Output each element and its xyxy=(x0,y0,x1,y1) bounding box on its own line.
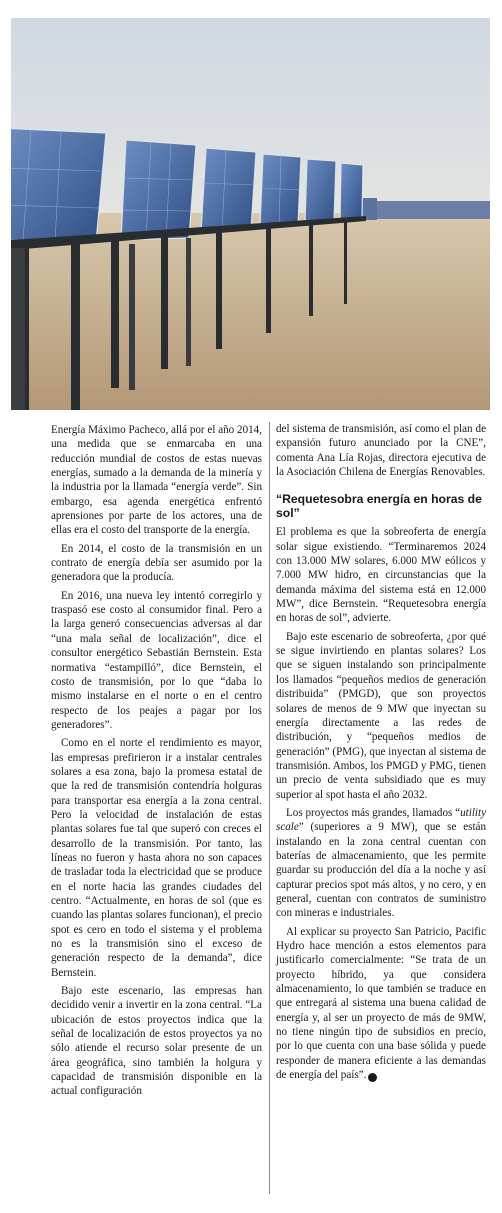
article-paragraph xyxy=(276,806,486,921)
article-paragraph: En 2016, una nueva ley intentó corregirlo y traspasó ese costo al consumidor final. Pero a la larga generó consecuencias adversas al dar “una mala señal de localización”, dice el consultor energético Sebastián Bernstein. Esta normativa “estampilló”, dice Bernstein, el costo de transmisión, por lo que “daba lo mismo instalarse en el norte o en el centro respecto de los peajes a pagar por los generadores”. xyxy=(51,589,262,731)
article-paragraph xyxy=(276,925,486,1083)
solar-panels-photo xyxy=(11,18,490,410)
final-paragraph-text: Al explicar su proyecto San Patricio, Pacific Hydro hace mención a estos elementos para justificarlo comercialmente: “Se trata de un proyecto híbrido, ya que considera almacenamiento, lo que también se traduce en que entregará al sistema una buena calidad de energía y, al ser un proyecto de más de 9MW, no tiene ningún tipo de subsidios en precio, por lo que cuenta con una base sólida y puede responder de manera eficiente a las demandas de energía del país”. xyxy=(276,925,486,1082)
photo-illustration xyxy=(11,18,490,410)
section-subheading: “Requetesobra energía en horas de sol” xyxy=(276,492,482,520)
article-paragraph: Bajo este escenario de sobreoferta, ¿por qué se sigue invirtiendo en plantas solares? Los que se siguen instalando son principalmente los llamados “pequeños medios de generación distribuida” (PMGD), que son proyectos solares de menos de 9 MW que inyectan su energía directamente a las redes de distribución, y “pequeños medios de generación” (PMG), que inyectan al sistema de transmisión. Ambos, los PMGD y PMG, tienen un precio de venta subsidiado que es muy superior al spot hasta el año 2032. xyxy=(276,630,486,801)
article-paragraph: El problema es que la sobreoferta de energía solar sigue existiendo. “Terminaremos 2024 con 13.000 MW solares, 6.000 MW eólicos y 7.000 MW hidro, en circunstancias que la demanda máxima del sistema está en 12.000 MW”, dice Bernstein. “Requetesobra energía en horas de sol”, advierte. xyxy=(276,526,486,625)
end-of-article-icon: P xyxy=(368,1073,377,1082)
article-paragraph: Bajo este escenario, las empresas han decidido venir a invertir en la zona central. “La ubicación de estos proyectos indica que la señal de localización de estos proyectos ya no sólo atiende el recurso solar presente de un área geográfica, sino también la holgura y capacidad de transmisión disponible en la actual configuración xyxy=(51,985,262,1098)
utility-scale-term: utility scale xyxy=(276,806,486,834)
column-divider xyxy=(269,422,270,1194)
article-paragraph: En 2014, el costo de la transmisión en un contrato de energía debía ser asumido por la generadora que la producía. xyxy=(51,542,262,584)
article-right-column xyxy=(276,422,486,1086)
article-paragraph: Como en el norte el rendimiento es mayor, las empresas prefirieron ir a instalar centrales solares a esa zona, bajo la promesa estatal de que la red de transmisión contendría holguras para transportar esa energía a la zona central. Pero la velocidad de instalación de estas plantas solares fue tal que superó con creces el desarrollo de la transmisión. Por tanto, las líneas no fueron y hasta ahora no son capaces de trasladar toda la electricidad que se produce en el norte hacia las grandes ciudades del centro. “Actualmente, en horas de sol (que es cuando las plantas solares funcionan), el precio spot es cero en todo el sistema y el problema no es la transmisión sino el exceso de generación respecto de la demanda”, dice Bernstein. xyxy=(51,737,262,979)
paragraph-text: Los proyectos más grandes, llamados “ xyxy=(286,806,461,819)
article-left-column xyxy=(51,423,262,1103)
article-paragraph: del sistema de transmisión, así como el plan de expansión futuro anunciado por la CNE”, comenta Ana Lía Rojas, directora ejecutiva de la Asociación Chilena de Energías Renovables. xyxy=(276,423,486,479)
article-paragraph: Energía Máximo Pacheco, allá por el año 2014, una medida que se enmarcaba en una reducción mundial de costos de estas nuevas energías, sumado a la demanda de la minería y la industria por la llamada “energía verde”. Sin embargo, esa agenda energética enfrentó aprensiones por parte de los actores, una de ellas era el costo del transporte de la energía. xyxy=(51,424,262,537)
paragraph-text: ” (superiores a 9 MW), que se están instalando en la zona central cuentan con baterías de almacenamiento, que les permite guardar su producción del día a la noche y así capturar precios spot más altos, y no cero, y en general, cuentan con contratos de suministro con mineras e industriales. xyxy=(276,821,486,920)
